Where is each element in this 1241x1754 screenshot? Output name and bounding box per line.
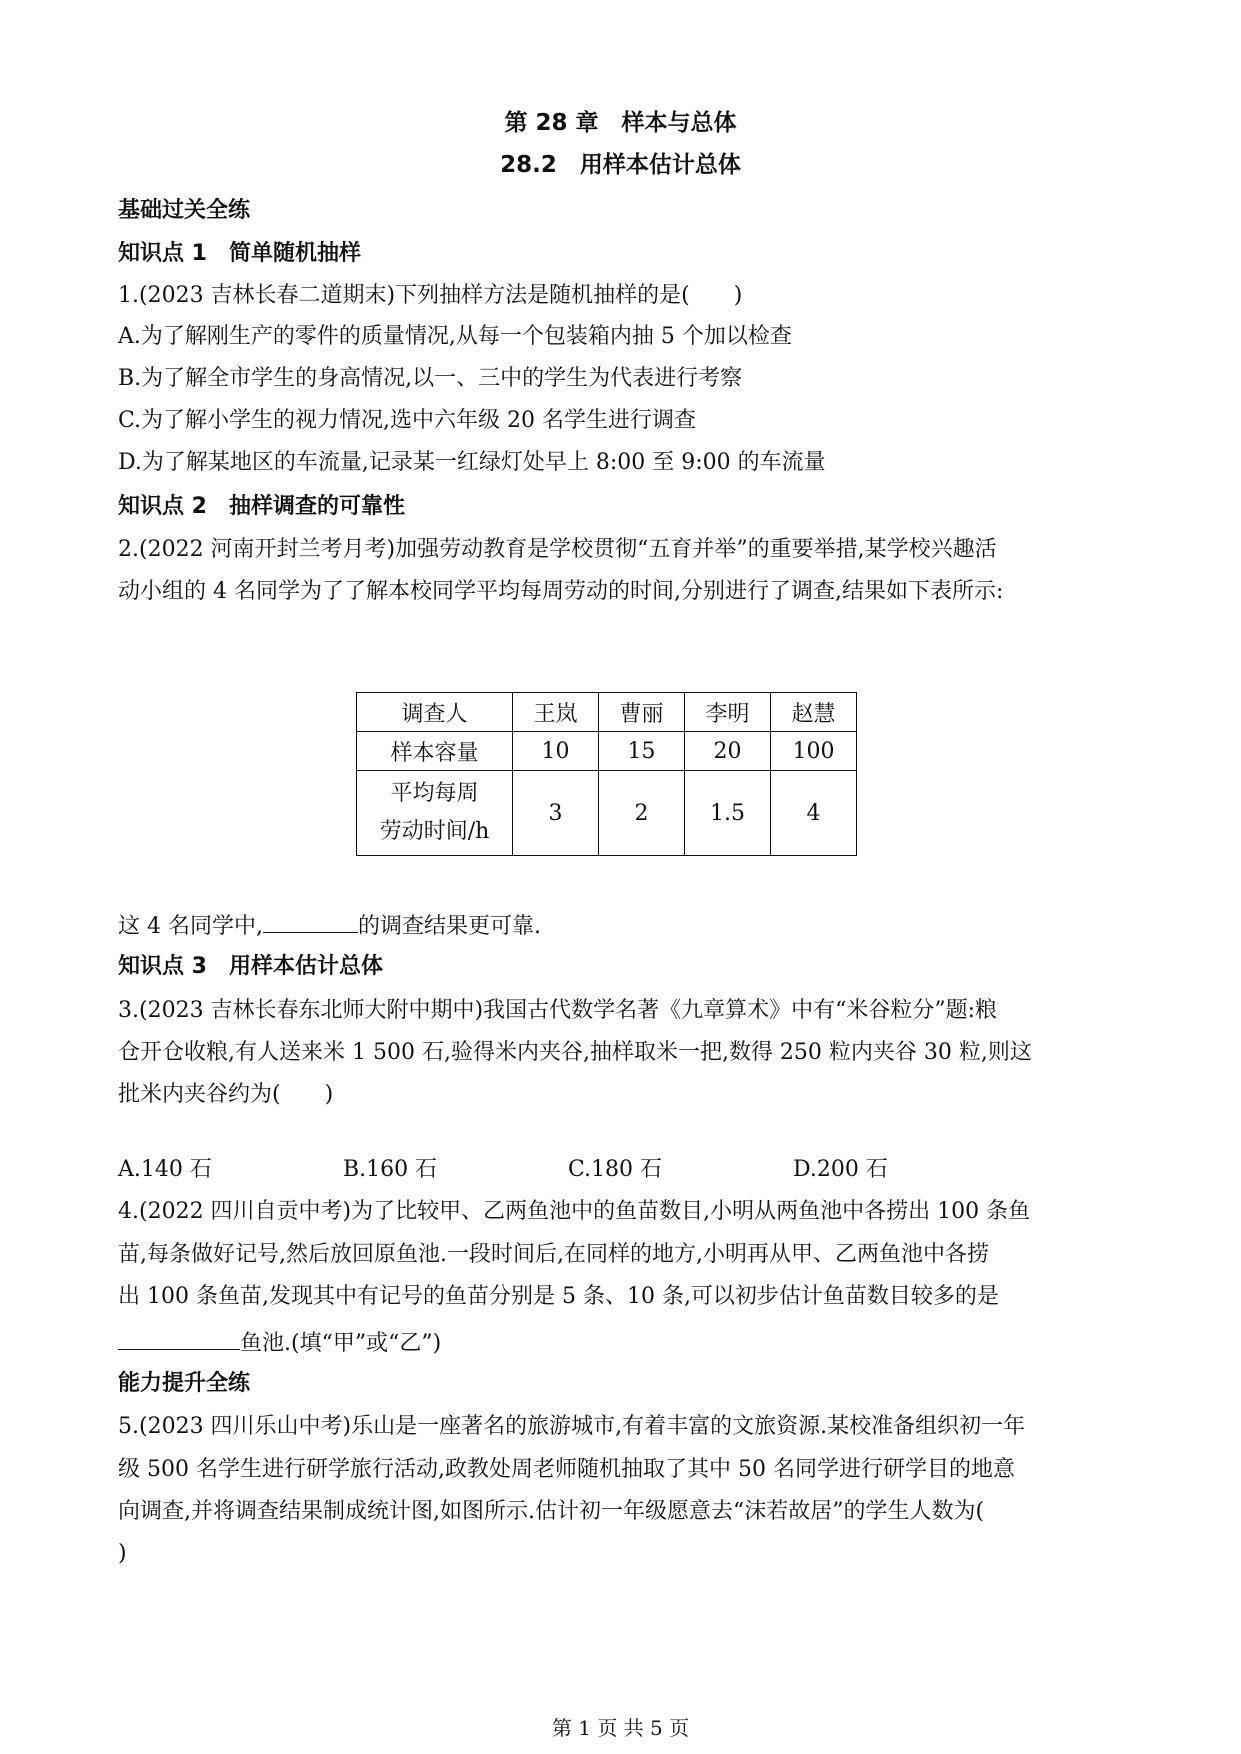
table-cell: 3 (513, 771, 599, 856)
table-cell: 2 (599, 771, 685, 856)
table-cell: 100 (771, 732, 857, 771)
question-5-line-2: 级 500 名学生进行研学旅行活动,政教处周老师随机抽取了其中 50 名同学进行研学目的地意 (118, 1457, 1015, 1482)
question-4-line-1: 4.(2022 四川自贡中考)为了比较甲、乙两鱼池中的鱼苗数目,小明从两鱼池中各捞出 100 条鱼 (118, 1199, 1031, 1224)
knowledge-point-1: 知识点 1 简单随机抽样 (118, 241, 361, 266)
question-3-option-d: D.200 石 (793, 1157, 888, 1182)
question-4-line-4-text: 鱼池.(填“甲”或“乙”) (240, 1331, 442, 1356)
knowledge-point-3: 知识点 3 用样本估计总体 (118, 954, 383, 979)
question-1-option-a: A.为了解刚生产的零件的质量情况,从每一个包装箱内抽 5 个加以检查 (118, 324, 792, 349)
table-row (357, 732, 857, 771)
table-header-cell: 赵慧 (771, 693, 857, 732)
table-header-row (357, 693, 857, 732)
survey-table (356, 692, 857, 856)
table-cell: 15 (599, 732, 685, 771)
table-header-cell: 调查人 (357, 693, 513, 732)
basic-heading: 基础过关全练 (118, 198, 251, 223)
question-2-line-2: 动小组的 4 名同学为了了解本校同学平均每周劳动的时间,分别进行了调查,结果如下表所示: (118, 579, 1004, 604)
question-4-line-2: 苗,每条做好记号,然后放回原鱼池.一段时间后,在同样的地方,小明再从甲、乙两鱼池中各捞 (118, 1242, 989, 1267)
knowledge-point-2: 知识点 2 抽样调查的可靠性 (118, 494, 405, 519)
table-header-cell: 李明 (685, 693, 771, 732)
table-header-cell: 王岚 (513, 693, 599, 732)
question-3-option-a: A.140 石 (118, 1157, 212, 1182)
table-header-cell: 曹丽 (599, 693, 685, 732)
question-2-line-1: 2.(2022 河南开封兰考月考)加强劳动教育是学校贯彻“五育并举”的重要举措,某学校兴趣活 (118, 537, 997, 562)
question-3-line-1: 3.(2023 吉林长春东北师大附中期中)我国古代数学名著《九章算术》中有“米谷粒分”题:粮 (118, 998, 998, 1023)
table-cell: 10 (513, 732, 599, 771)
section-title: 28.2 用样本估计总体 (500, 152, 741, 178)
table-cell: 样本容量 (357, 732, 513, 771)
table-row-label-line: 平均每周 (390, 781, 479, 806)
answer-blank[interactable] (263, 908, 358, 933)
chapter-title: 第 28 章 样本与总体 (504, 110, 737, 136)
question-2-tail (118, 908, 541, 942)
advanced-heading: 能力提升全练 (118, 1371, 251, 1396)
question-5-line-3: 向调查,并将调查结果制成统计图,如图所示.估计初一年级愿意去“沫若故居”的学生人数为( (118, 1499, 985, 1524)
question-1-option-d: D.为了解某地区的车流量,记录某一红绿灯处早上 8:00 至 9:00 的车流量 (118, 450, 826, 475)
answer-blank[interactable] (118, 1325, 240, 1350)
question-5-line-1: 5.(2023 四川乐山中考)乐山是一座著名的旅游城市,有着丰富的文旅资源.某校准备组织初一年 (118, 1414, 1026, 1439)
question-4-line-3: 出 100 条鱼苗,发现其中有记号的鱼苗分别是 5 条、10 条,可以初步估计鱼苗数目较多的是 (118, 1284, 999, 1309)
question-1-option-b: B.为了解全市学生的身高情况,以一、三中的学生为代表进行考察 (118, 366, 743, 391)
question-3-option-b: B.160 石 (343, 1157, 438, 1182)
table-cell: 4 (771, 771, 857, 856)
question-3-line-2: 仓开仓收粮,有人送来米 1 500 石,验得米内夹谷,抽样取米一把,数得 250 粒内夹谷 30 粒,则这 (118, 1040, 1032, 1065)
question-1-option-c: C.为了解小学生的视力情况,选中六年级 20 名学生进行调查 (118, 408, 697, 433)
page-footer: 第 1 页 共 5 页 (551, 1716, 690, 1740)
question-3-line-3: 批米内夹谷约为( ) (118, 1082, 334, 1107)
question-1-stem: 1.(2023 吉林长春二道期末)下列抽样方法是随机抽样的是( ) (118, 283, 743, 308)
question-2-tail-before: 这 4 名同学中, (118, 914, 263, 939)
question-5-line-4: ) (118, 1541, 127, 1566)
question-3-option-c: C.180 石 (568, 1157, 663, 1182)
table-cell (357, 771, 513, 856)
table-cell: 1.5 (685, 771, 771, 856)
question-4-line-4 (118, 1325, 441, 1359)
table-row (357, 771, 857, 856)
table-cell: 20 (685, 732, 771, 771)
question-2-tail-after: 的调查结果更可靠. (357, 914, 541, 939)
table-row-label-line: 劳动时间/h (379, 819, 490, 844)
